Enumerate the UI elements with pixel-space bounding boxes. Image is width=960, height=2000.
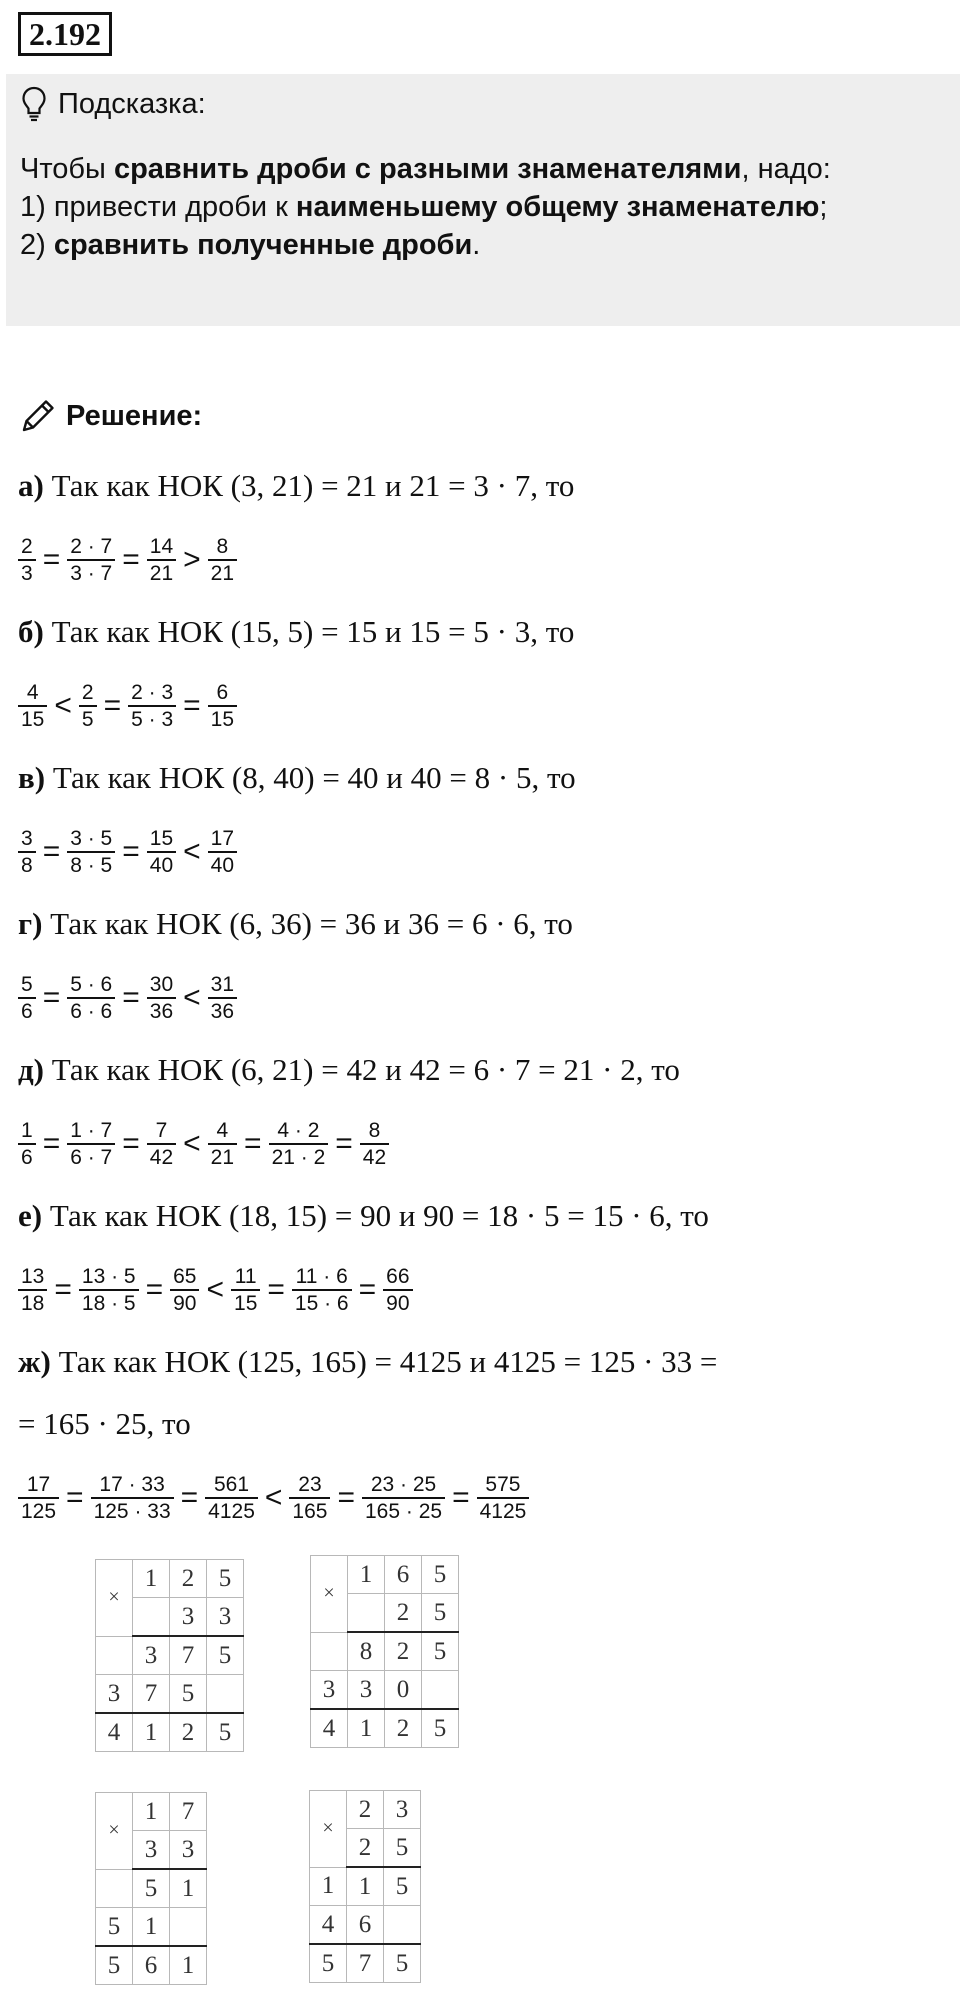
fraction [67,972,115,1024]
hint-title: Подсказка: [58,87,206,120]
denominator: 42 [149,1146,174,1169]
digit-cell: 5 [310,1944,347,1983]
digit-cell: 1 [310,1867,347,1906]
part-statement: Так как НОК (15, 5) = 15 и 15 = 5 · 3, то [51,614,575,649]
column-multiplication-165x25 [310,1555,459,1748]
operator: = [183,689,201,722]
fraction [231,1264,260,1316]
numerator: 2 [81,681,94,704]
part-v-math [16,822,239,882]
operator: = [42,835,61,868]
hint-emphasis: сравнить полученные дроби [53,229,473,261]
digit-cell: 5 [422,1632,459,1671]
part-statement: = 165 · 25, то [18,1406,191,1441]
solution-title-row [18,394,202,438]
operator: = [180,1481,199,1514]
numerator: 13 · 5 [81,1265,136,1288]
numerator: 575 [485,1473,521,1496]
numerator: 66 [386,1265,410,1288]
denominator: 15 [210,708,235,731]
numerator: 11 · 6 [295,1265,348,1288]
part-statement: Так как НОК (6, 36) = 36 и 36 = 6 · 6, то [50,906,573,941]
part-e-text [18,1196,709,1236]
operator: = [54,1273,72,1306]
part-statement: Так как НОК (125, 165) = 4125 и 4125 = 125 · 33 = [58,1344,718,1379]
hint-body [20,150,831,264]
denominator: 6 · 7 [70,1146,113,1169]
hint-emphasis: сравнить дроби с разными знаменателями [113,153,742,185]
hint-box [6,74,960,326]
operator: = [244,1127,262,1160]
fraction [128,680,176,732]
denominator: 165 · 25 [365,1500,443,1523]
denominator: 125 · 33 [93,1500,171,1523]
numerator: 1 [21,1119,33,1142]
digit-cell: 4 [311,1709,348,1748]
digit-cell: 5 [422,1709,459,1748]
lightbulb-icon [22,86,46,122]
numerator: 3 [21,827,33,850]
digit-cell: 1 [170,1946,207,1985]
numerator: 2 · 7 [70,535,113,558]
part-b-math [16,676,239,736]
digit-cell: 7 [170,1636,207,1675]
numerator: 6 [216,681,229,704]
part-label: г) [18,906,43,941]
numerator: 2 · 3 [131,681,174,704]
part-label: д) [18,1052,45,1087]
fraction [79,1264,139,1316]
digit-cell: 5 [170,1675,207,1714]
part-a-text [18,466,574,506]
digit-cell [207,1675,244,1714]
part-b-text [18,612,574,652]
digit-cell: 3 [133,1831,170,1870]
operator: = [42,1127,61,1160]
hint-text: ; [819,191,828,223]
numerator: 4 · 2 [277,1119,320,1142]
times-sign: × [310,1791,347,1868]
digit-cell: 3 [133,1636,170,1675]
numerator: 23 · 25 [370,1473,437,1496]
hint-line-3 [20,226,831,264]
numerator: 30 [149,973,174,996]
operator: = [122,981,140,1014]
part-label: в) [18,760,46,795]
numerator: 1 · 7 [70,1119,113,1142]
fraction [79,680,97,732]
times-sign: × [96,1793,133,1870]
denominator: 18 [21,1292,45,1315]
digit-cell [348,1594,385,1633]
hint-text: . [472,229,481,261]
denominator: 21 [210,1146,235,1169]
fraction [269,1118,329,1170]
hint-emphasis: наименьшему общему знаменателю [295,191,820,223]
digit-cell: 7 [133,1675,170,1714]
denominator: 4125 [208,1500,255,1523]
denominator: 40 [149,854,174,877]
digit-cell: 5 [384,1944,421,1983]
numerator: 4 [26,681,39,704]
digit-cell: 6 [347,1906,384,1945]
digit-cell: 3 [96,1675,133,1714]
digit-cell: 5 [207,1560,244,1598]
hint-text: 1) привести дроби к [20,191,296,223]
part-statement: Так как НОК (3, 21) = 21 и 21 = 3 · 7, то [51,468,575,503]
hint-text: Чтобы [20,153,114,185]
fraction [18,1264,47,1316]
solution-title: Решение: [66,399,203,432]
part-g-math [16,968,239,1028]
fraction [205,1472,258,1524]
fraction [147,826,176,878]
operator: < [183,981,201,1014]
denominator: 90 [386,1292,410,1315]
digit-cell: 5 [96,1908,133,1947]
fraction [208,534,237,586]
operator: < [183,835,201,868]
digit-cell: 3 [384,1791,421,1829]
operator: = [122,543,140,576]
denominator: 3 [21,562,33,585]
numerator: 11 [234,1265,257,1288]
operator: = [267,1273,285,1306]
fraction [289,1472,330,1524]
digit-cell: 5 [384,1829,421,1868]
numerator: 5 [21,973,33,996]
digit-cell: 1 [133,1713,170,1752]
numerator: 7 [155,1119,168,1142]
operator: = [122,835,140,868]
digit-cell: 2 [170,1713,207,1752]
digit-cell: 1 [133,1793,170,1831]
digit-cell [133,1598,170,1637]
denominator: 6 · 6 [70,1000,113,1023]
column-multiplication-23x25 [309,1790,421,1983]
hint-line-2 [20,188,831,226]
operator: < [183,1127,201,1160]
operator: = [358,1273,377,1306]
operator: = [66,1481,84,1514]
fraction [18,680,47,732]
operator: = [122,1127,140,1160]
fraction [147,1118,176,1170]
digit-cell: 5 [207,1713,244,1752]
digit-cell: 5 [384,1867,421,1906]
digit-cell: 2 [347,1829,384,1868]
column-multiplication-17x33 [95,1792,207,1985]
digit-cell [422,1671,459,1710]
fraction [360,1118,389,1170]
digit-cell: 6 [385,1556,422,1594]
part-g-text [18,904,573,944]
digit-cell: 3 [170,1598,207,1637]
digit-cell: 2 [385,1594,422,1633]
digit-cell: 1 [133,1560,170,1598]
operator: < [264,1481,283,1514]
numerator: 17 · 33 [99,1473,165,1496]
denominator: 6 [21,1000,33,1023]
digit-cell: 2 [385,1632,422,1671]
operator: < [206,1273,225,1306]
digit-cell: 1 [348,1709,385,1748]
part-v-text [18,758,576,798]
digit-cell: 5 [422,1594,459,1633]
numerator: 23 [298,1473,322,1496]
part-e-math [16,1260,415,1320]
denominator: 15 [234,1292,258,1315]
operator: = [42,543,61,576]
denominator: 8 [21,854,33,877]
numerator: 8 [368,1119,381,1142]
digit-cell: 0 [385,1671,422,1710]
digit-cell: 3 [170,1831,207,1870]
digit-cell: 1 [170,1869,207,1908]
denominator: 15 · 6 [294,1292,349,1315]
part-a-math [16,530,239,590]
fraction [18,972,36,1024]
part-label: ж) [18,1344,51,1379]
denominator: 4125 [479,1500,527,1523]
part-statement: Так как НОК (8, 40) = 40 и 40 = 8 · 5, то [52,760,576,795]
denominator: 40 [210,854,235,877]
digit-cell: 2 [170,1560,207,1598]
problem-number: 2.192 [18,12,112,56]
times-sign: × [311,1556,348,1633]
fraction [147,534,176,586]
part-zh-text-continued [18,1404,191,1444]
numerator: 13 [21,1265,45,1288]
part-statement: Так как НОК (6, 21) = 42 и 42 = 6 · 7 = 21 · 2, то [51,1052,680,1087]
digit-cell: 1 [133,1908,170,1947]
digit-cell [311,1632,348,1671]
fraction [208,1118,237,1170]
fraction [170,1264,199,1316]
fraction [18,1472,59,1524]
fraction [383,1264,412,1316]
numerator: 17 [210,827,235,850]
numerator: 2 [21,535,33,558]
denominator: 5 [81,708,94,731]
digit-cell: 8 [348,1632,385,1671]
operator: > [183,543,201,576]
denominator: 90 [173,1292,197,1315]
digit-cell [96,1636,133,1675]
numerator: 65 [173,1265,197,1288]
numerator: 31 [210,973,235,996]
denominator: 8 · 5 [70,854,113,877]
digit-cell: 6 [133,1946,170,1985]
hint-title-row [22,84,206,124]
fraction [18,826,36,878]
fraction [18,534,36,586]
part-label: е) [18,1198,43,1233]
digit-cell: 3 [207,1598,244,1637]
operator: = [337,1481,355,1514]
digit-cell: 5 [422,1556,459,1594]
numerator: 15 [149,827,174,850]
fraction [147,972,176,1024]
digit-cell: 4 [96,1713,133,1752]
fraction [18,1118,36,1170]
denominator: 18 · 5 [81,1292,136,1315]
denominator: 21 [210,562,235,585]
times-sign: × [96,1560,133,1637]
fraction [91,1472,174,1524]
digit-cell: 4 [310,1906,347,1945]
operator: = [452,1481,470,1514]
operator: = [103,689,122,722]
fraction [67,534,115,586]
denominator: 36 [149,1000,174,1023]
part-statement: Так как НОК (18, 15) = 90 и 90 = 18 · 5 = 15 · 6, то [49,1198,709,1233]
denominator: 21 · 2 [271,1146,326,1169]
part-d-text [18,1050,680,1090]
part-d-math [16,1114,391,1174]
part-zh-math [16,1468,531,1528]
numerator: 5 · 6 [70,973,113,996]
operator: = [335,1127,353,1160]
fraction [477,1472,530,1524]
operator: = [42,981,61,1014]
digit-cell: 1 [348,1556,385,1594]
digit-cell: 5 [96,1946,133,1985]
denominator: 165 [292,1500,328,1523]
digit-cell: 3 [311,1671,348,1710]
digit-cell: 2 [385,1709,422,1748]
numerator: 3 · 5 [70,827,113,850]
fraction [362,1472,445,1524]
digit-cell [170,1908,207,1947]
fraction [67,826,115,878]
part-label: а) [18,468,44,503]
column-multiplication-125x33 [95,1559,244,1752]
numerator: 8 [216,535,229,558]
numerator: 17 [26,1473,51,1496]
fraction [208,972,237,1024]
pencil-icon [18,396,58,436]
fraction [292,1264,352,1316]
numerator: 4 [216,1119,229,1142]
part-label: б) [18,614,44,649]
part-zh-text [18,1342,717,1382]
hint-line-1 [20,150,831,188]
denominator: 42 [362,1146,387,1169]
hint-text: , надо: [741,153,831,185]
digit-cell: 7 [347,1944,384,1983]
numerator: 561 [214,1473,250,1496]
digit-cell: 5 [133,1869,170,1908]
denominator: 15 [21,708,45,731]
fraction [67,1118,115,1170]
digit-cell: 7 [170,1793,207,1831]
denominator: 21 [149,562,174,585]
operator: = [145,1273,164,1306]
denominator: 125 [21,1500,57,1523]
digit-cell [384,1906,421,1945]
operator: < [54,689,72,722]
hint-text: 2) [20,229,54,261]
fraction [208,680,237,732]
fraction [208,826,237,878]
denominator: 6 [21,1146,33,1169]
denominator: 3 · 7 [70,562,113,585]
digit-cell: 2 [347,1791,384,1829]
digit-cell: 5 [207,1636,244,1675]
digit-cell: 1 [347,1867,384,1906]
digit-cell [96,1869,133,1908]
numerator: 14 [149,535,174,558]
denominator: 36 [210,1000,235,1023]
denominator: 5 · 3 [131,708,174,731]
digit-cell: 3 [348,1671,385,1710]
